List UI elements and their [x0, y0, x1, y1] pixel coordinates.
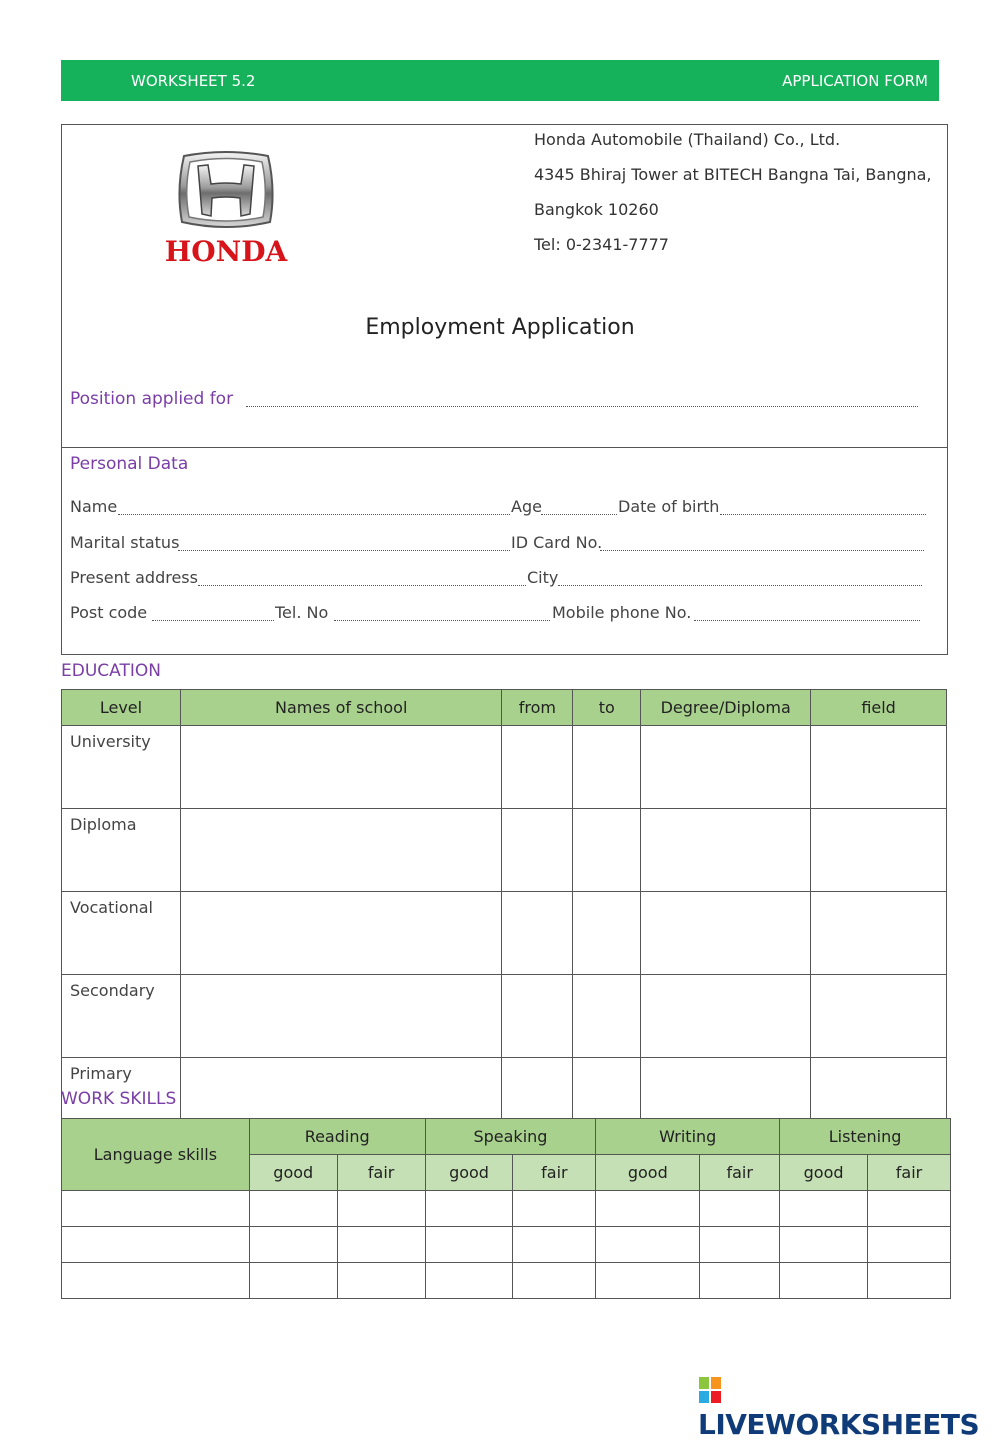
from-input[interactable] — [502, 726, 573, 809]
school-input[interactable] — [180, 975, 501, 1058]
level-cell: Diploma — [62, 809, 181, 892]
address-input-line[interactable] — [198, 585, 526, 586]
skill-cell[interactable] — [249, 1191, 337, 1227]
company-tel: Tel: 0-2341-7777 — [534, 235, 669, 254]
language-skills-table — [61, 1118, 951, 1299]
mobile-label: Mobile phone No. — [552, 603, 692, 622]
field-input[interactable] — [811, 809, 947, 892]
skill-cell[interactable] — [596, 1191, 700, 1227]
skill-cell[interactable] — [425, 1263, 513, 1299]
col-degree: Degree/Diploma — [641, 690, 811, 726]
skill-cell[interactable] — [780, 1227, 868, 1263]
from-input[interactable] — [502, 975, 573, 1058]
skill-cell[interactable] — [868, 1227, 951, 1263]
language-input[interactable] — [62, 1263, 250, 1299]
school-input[interactable] — [180, 809, 501, 892]
lw-blocks-icon — [698, 1376, 722, 1404]
dob-label: Date of birth — [618, 497, 720, 516]
city-input-line[interactable] — [558, 585, 922, 586]
skill-cell[interactable] — [249, 1227, 337, 1263]
degree-input[interactable] — [641, 975, 811, 1058]
skill-cell[interactable] — [513, 1227, 596, 1263]
rating-fair: fair — [868, 1155, 951, 1191]
age-label: Age — [511, 497, 542, 516]
to-input[interactable] — [573, 892, 641, 975]
personal-data-box — [61, 447, 948, 655]
skill-cell[interactable] — [596, 1263, 700, 1299]
field-input[interactable] — [811, 975, 947, 1058]
marital-input-line[interactable] — [178, 550, 510, 551]
skill-cell[interactable] — [596, 1227, 700, 1263]
page-title: Employment Application — [365, 315, 635, 340]
table-row — [62, 1263, 951, 1299]
school-input[interactable] — [180, 892, 501, 975]
skill-cell[interactable] — [700, 1263, 780, 1299]
company-address-1: 4345 Bhiraj Tower at BITECH Bangna Tai, Bangna, — [534, 165, 932, 184]
brand-text: LIVEWORKSHEETS — [698, 1408, 980, 1441]
education-table — [61, 689, 947, 1141]
rating-fair: fair — [513, 1155, 596, 1191]
rating-good: good — [249, 1155, 337, 1191]
level-cell: Primary — [62, 1058, 181, 1141]
field-input[interactable] — [811, 726, 947, 809]
position-input-line[interactable] — [246, 406, 918, 407]
tel-label: Tel. No — [275, 603, 329, 622]
table-row — [62, 1191, 951, 1227]
level-cell: Vocational — [62, 892, 181, 975]
degree-input[interactable] — [641, 809, 811, 892]
skill-cell[interactable] — [425, 1191, 513, 1227]
skill-cell[interactable] — [868, 1191, 951, 1227]
skill-cell[interactable] — [868, 1263, 951, 1299]
skill-cell[interactable] — [337, 1227, 425, 1263]
skill-speaking: Speaking — [425, 1119, 596, 1155]
table-row — [62, 892, 947, 975]
col-from: from — [502, 690, 573, 726]
age-input-line[interactable] — [541, 514, 617, 515]
svg-text:HONDA: HONDA — [164, 235, 288, 265]
id-card-input-line[interactable] — [600, 550, 924, 551]
rating-fair: fair — [337, 1155, 425, 1191]
work-skills-title: WORK SKILLS — [61, 1089, 177, 1109]
rating-good: good — [596, 1155, 700, 1191]
table-row — [62, 975, 947, 1058]
to-input[interactable] — [573, 975, 641, 1058]
from-input[interactable] — [502, 809, 573, 892]
post-code-input-line[interactable] — [152, 620, 274, 621]
skill-listening: Listening — [780, 1119, 951, 1155]
level-cell: Secondary — [62, 975, 181, 1058]
from-input[interactable] — [502, 892, 573, 975]
skill-cell[interactable] — [337, 1263, 425, 1299]
skill-cell[interactable] — [700, 1227, 780, 1263]
company-name: Honda Automobile (Thailand) Co., Ltd. — [534, 130, 841, 149]
marital-label: Marital status — [70, 533, 180, 552]
rating-fair: fair — [700, 1155, 780, 1191]
form-type-label: APPLICATION FORM — [782, 72, 928, 90]
city-label: City — [527, 568, 559, 587]
header-bar — [61, 60, 939, 101]
degree-input[interactable] — [641, 726, 811, 809]
skill-cell[interactable] — [700, 1191, 780, 1227]
to-input[interactable] — [573, 809, 641, 892]
mobile-input-line[interactable] — [694, 620, 920, 621]
tel-input-line[interactable] — [334, 620, 550, 621]
address-label: Present address — [70, 568, 198, 587]
skill-cell[interactable] — [780, 1191, 868, 1227]
col-to: to — [573, 690, 641, 726]
col-field: field — [811, 690, 947, 726]
worksheet-label: WORKSHEET 5.2 — [131, 72, 256, 90]
skill-cell[interactable] — [513, 1191, 596, 1227]
table-row — [62, 726, 947, 809]
school-input[interactable] — [180, 726, 501, 809]
company-address-2: Bangkok 10260 — [534, 200, 659, 219]
skill-cell[interactable] — [425, 1227, 513, 1263]
skill-cell[interactable] — [249, 1263, 337, 1299]
post-code-label: Post code — [70, 603, 148, 622]
field-input[interactable] — [811, 892, 947, 975]
skill-writing: Writing — [596, 1119, 780, 1155]
language-skills-header: Language skills — [62, 1119, 250, 1191]
language-input[interactable] — [62, 1227, 250, 1263]
name-label: Name — [70, 497, 118, 516]
skill-cell[interactable] — [513, 1263, 596, 1299]
education-header-row — [62, 690, 947, 726]
personal-data-title: Personal Data — [70, 454, 189, 474]
dob-input-line[interactable] — [720, 514, 926, 515]
skill-cell[interactable] — [780, 1263, 868, 1299]
language-input[interactable] — [62, 1191, 250, 1227]
id-card-label: ID Card No. — [511, 533, 603, 552]
skill-cell[interactable] — [337, 1191, 425, 1227]
position-label: Position applied for — [70, 389, 234, 409]
table-row — [62, 1227, 951, 1263]
honda-logo — [138, 150, 314, 265]
col-level: Level — [62, 690, 181, 726]
level-cell: University — [62, 726, 181, 809]
name-input-line[interactable] — [118, 514, 510, 515]
to-input[interactable] — [573, 726, 641, 809]
rating-good: good — [425, 1155, 513, 1191]
table-row — [62, 809, 947, 892]
skill-reading: Reading — [249, 1119, 425, 1155]
liveworksheets-logo — [698, 1375, 1000, 1441]
rating-good: good — [780, 1155, 868, 1191]
col-school: Names of school — [180, 690, 501, 726]
degree-input[interactable] — [641, 892, 811, 975]
education-title: EDUCATION — [61, 661, 161, 681]
